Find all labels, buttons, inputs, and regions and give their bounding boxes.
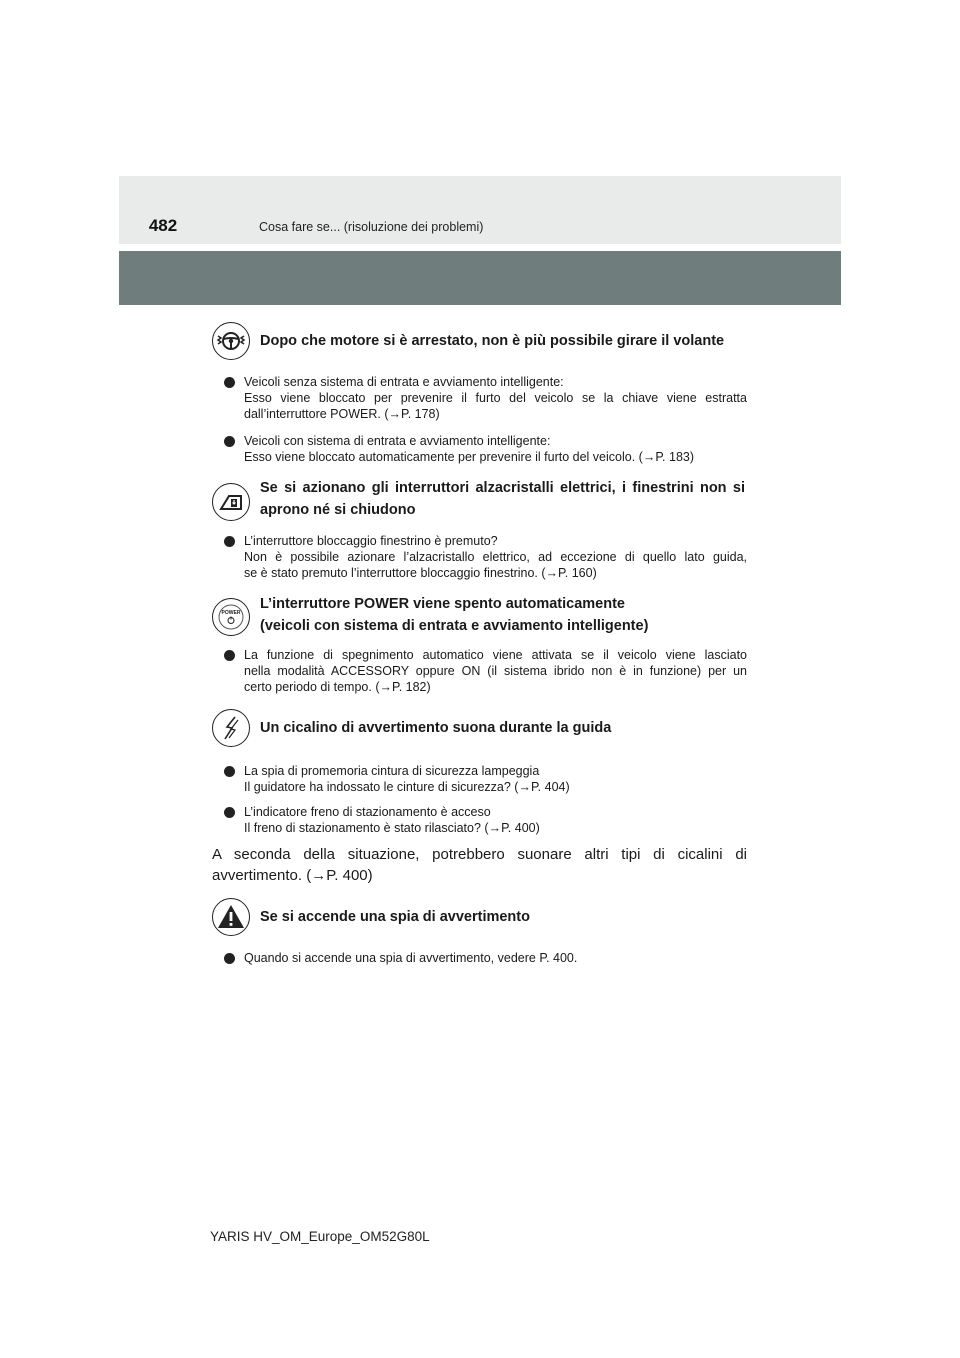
section-title: Dopo che motore si è arrestato, non è più possibile girare il volante xyxy=(260,333,725,349)
list-item: L’interruttore bloccaggio finestrino è premuto? Non è possibile azionare l’alzacristallo elettrico, ad eccezione di quello lato guida, se è stato premuto l’interruttore bloccaggio finestrino. (→P. 160) xyxy=(224,533,747,581)
section-title: L’interruttore POWER viene spento automaticamente (veicoli con sistema di entrata e avviamento intelligente) xyxy=(260,596,649,634)
list-item: La spia di promemoria cintura di sicurezza lampeggia Il guidatore ha indossato le cinture di sicurezza? (→P. 404) xyxy=(224,763,747,795)
power-switch-icon xyxy=(212,598,250,636)
bullet-icon xyxy=(224,807,235,818)
list-item: Veicoli senza sistema di entrata e avviamento intelligente: Esso viene bloccato per prevenire il furto del veicolo se la chiave viene estratta dall’interruttore POWER. (→P. 178) xyxy=(224,374,747,422)
page-content xyxy=(212,322,747,966)
section-steering xyxy=(212,322,747,360)
list-item: Veicoli con sistema di entrata e avviamento intelligente: Esso viene bloccato automaticamente per prevenire il furto del veicolo. (→P. 183) xyxy=(224,433,747,465)
section-banner xyxy=(119,251,841,305)
window-icon xyxy=(212,483,250,521)
page-header xyxy=(119,176,841,244)
bullet-icon xyxy=(224,536,235,547)
beep-warning-icon xyxy=(212,709,250,747)
bullet-icon xyxy=(224,377,235,388)
chapter-title: Cosa fare se... (risoluzione dei problemi) xyxy=(259,220,484,234)
svg-text:POWER: POWER xyxy=(221,610,241,616)
list-item: L’indicatore freno di stazionamento è acceso Il freno di stazionamento è stato rilasciato? (→P. 400) xyxy=(224,804,747,836)
list-item: Quando si accende una spia di avvertimento, vedere P. 400. xyxy=(224,950,747,966)
steering-lock-icon xyxy=(212,322,250,360)
page-number: 482 xyxy=(148,216,178,235)
section-title: Se si accende una spia di avvertimento xyxy=(260,909,530,925)
bullet-icon xyxy=(224,766,235,777)
bullet-icon xyxy=(224,953,235,964)
section-windows xyxy=(212,477,747,521)
section-power-switch xyxy=(212,593,747,637)
note-paragraph: A seconda della situazione, potrebbero suonare altri tipi di cicalini di avvertimento. (→P. 400) xyxy=(212,846,747,884)
section-title: Se si azionano gli interruttori alzacristalli elettrici, i finestrini non si aprono né si chiudono xyxy=(260,480,745,518)
bullet-icon xyxy=(224,436,235,447)
warning-icon xyxy=(212,898,250,936)
bullet-icon xyxy=(224,650,235,661)
list-item: La funzione di spegnimento automatico viene attivata se il veicolo viene lasciato nella modalità ACCESSORY oppure ON (il sistema ibrido non è in funzione) per un certo periodo di tempo. (→P. 182) xyxy=(224,647,747,695)
section-title: Un cicalino di avvertimento suona durante la guida xyxy=(260,720,612,736)
section-buzzer xyxy=(212,709,747,747)
section-warning-light xyxy=(212,898,747,936)
footer-model-code: YARIS HV_OM_Europe_OM52G80L xyxy=(210,1229,430,1244)
